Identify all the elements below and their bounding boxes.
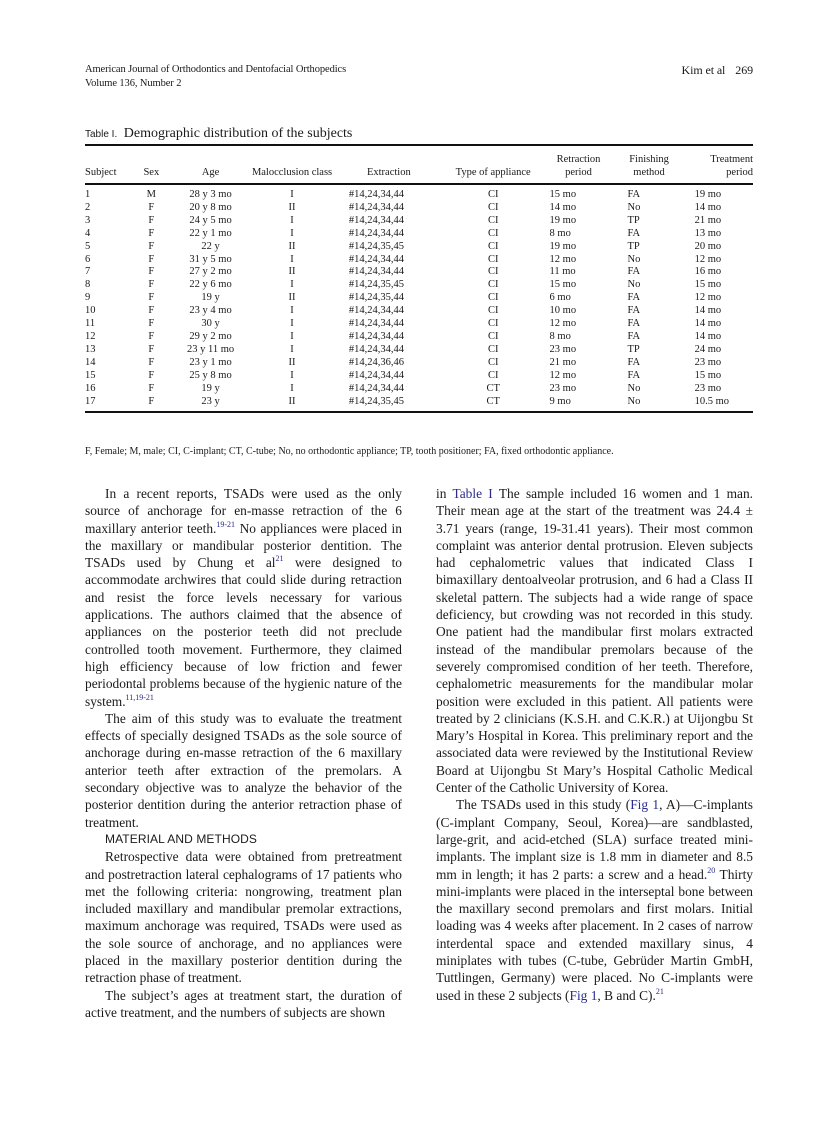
- cell-retraction-period: 12 mo: [549, 369, 577, 381]
- table-row: [85, 331, 753, 344]
- cell-malocclusion-class: II: [288, 266, 296, 278]
- cell-treatment-period: 13 mo: [694, 227, 722, 239]
- cell-age: 31 y 5 mo: [189, 253, 232, 265]
- page-number: 269: [735, 63, 753, 77]
- cell-age: 23 y 11 mo: [186, 343, 235, 355]
- cell-appliance-type: CI: [487, 292, 499, 304]
- cell-extraction: #14,24,35,44: [348, 292, 404, 304]
- cell-retraction-period: 15 mo: [549, 279, 577, 291]
- cell-sex: F: [148, 356, 155, 368]
- cell-age: 22 y: [201, 240, 220, 252]
- cell-malocclusion-class: I: [290, 227, 294, 239]
- cell-malocclusion-class: I: [290, 189, 294, 200]
- table-row: [85, 202, 753, 215]
- cell-subject: 9: [85, 292, 91, 304]
- cell-treatment-period: 19 mo: [694, 189, 722, 200]
- paragraph-tsads: [436, 796, 753, 1004]
- table-row: [85, 184, 753, 202]
- cell-appliance-type: CT: [486, 382, 500, 394]
- cell-treatment-period: 15 mo: [694, 369, 722, 381]
- table-row: [85, 228, 753, 241]
- cell-sex: F: [148, 266, 155, 278]
- cell-sex: F: [148, 201, 155, 213]
- cell-finishing-method: FA: [627, 330, 641, 342]
- cell-appliance-type: CI: [487, 330, 499, 342]
- cell-retraction-period: 14 mo: [549, 201, 577, 213]
- table-title: Demographic distribution of the subjects: [123, 126, 353, 141]
- table-header-row: [85, 145, 753, 184]
- text: in: [436, 486, 453, 501]
- cell-extraction: #14,24,34,44: [348, 201, 404, 213]
- running-head: [85, 63, 753, 91]
- table-body: [85, 184, 753, 412]
- cell-finishing-method: TP: [627, 240, 640, 252]
- cell-age: 29 y 2 mo: [189, 330, 232, 342]
- table-row: [85, 279, 753, 292]
- text: The sample included 16 women and 1 man. Their mean age at the start of the treatment was 24.4 ± 3.71 years (range, 19-31.41 years). Their most common complaint was anterior dental protrusion. Eleven subjects had cephalometric values that indicated Class I bimaxillary dentoalveolar protrusion, and 6 had a Class II skeletal pattern. The subjects had a wide range of space deficiency, but crowding was not recorded in this study. One patient had the mandibular first molars extracted instead of the mandibular premolars because of the severely compromised condition of her teeth. Therefore, cephalometric measurements for the mandibular molar position were excluded in this patient. All patients were treated by 2 clinicians (K.S.H. and C.K.R.) at Uijongbu St Mary’s Hospital in Korea. This preliminary report and the associated data were reviewed by the Institutional Review Board at Uijongbu St Mary’s Hospital Catholic Medical Center of the Catholic University of Korea.: [436, 486, 753, 796]
- citation[interactable]: 11,19-21: [125, 692, 154, 702]
- cell-finishing-method: No: [613, 396, 684, 413]
- cell-treatment-period: 14 mo: [694, 330, 722, 342]
- cell-age: 25 y 8 mo: [189, 369, 232, 381]
- cell-sex: F: [148, 253, 155, 265]
- citation[interactable]: 19-21: [216, 519, 236, 529]
- cell-sex: F: [148, 305, 155, 317]
- cell-sex: F: [148, 227, 155, 239]
- column-header-finishing-method: Finishing method: [613, 145, 684, 184]
- cell-subject: 1: [85, 189, 91, 200]
- cell-finishing-method: No: [627, 279, 641, 291]
- journal-name: American Journal of Orthodontics and Dentofacial Orthopedics: [85, 64, 347, 75]
- cell-finishing-method: No: [627, 201, 641, 213]
- cell-age: 19 y: [201, 292, 220, 304]
- cell-retraction-period: 6 mo: [549, 292, 571, 304]
- cell-extraction: #14,24,34,44: [348, 227, 404, 239]
- cell-subject: 12: [85, 330, 96, 342]
- cell-malocclusion-class: I: [290, 305, 294, 317]
- cell-sex: F: [148, 279, 155, 291]
- cell-malocclusion-class: II: [249, 396, 335, 413]
- cell-extraction: #14,24,34,44: [348, 382, 404, 394]
- cell-finishing-method: FA: [627, 356, 641, 368]
- cell-treatment-period: 23 mo: [694, 356, 722, 368]
- cell-appliance-type: CT: [443, 396, 544, 413]
- cell-malocclusion-class: I: [290, 279, 294, 291]
- cell-retraction-period: 12 mo: [549, 253, 577, 265]
- cell-extraction: #14,24,35,45: [335, 396, 443, 413]
- table-row: [85, 370, 753, 383]
- figure-link[interactable]: Fig 1: [569, 987, 598, 1003]
- cell-appliance-type: CI: [487, 318, 499, 330]
- cell-retraction-period: 8 mo: [549, 330, 571, 342]
- cell-subject: 16: [85, 382, 96, 394]
- cell-finishing-method: FA: [627, 227, 641, 239]
- cell-finishing-method: FA: [627, 189, 641, 200]
- cell-malocclusion-class: I: [290, 382, 294, 394]
- cell-appliance-type: CI: [487, 356, 499, 368]
- demographic-table: [85, 144, 753, 413]
- paragraph-sample: [436, 485, 753, 796]
- cell-sex: F: [148, 343, 155, 355]
- cell-appliance-type: CI: [487, 201, 499, 213]
- text: , B and C).: [597, 987, 656, 1003]
- cell-subject: 5: [85, 240, 91, 252]
- cell-malocclusion-class: I: [290, 343, 294, 355]
- table-row: [85, 344, 753, 357]
- cell-appliance-type: CI: [487, 214, 499, 226]
- cell-appliance-type: CI: [487, 279, 499, 291]
- table-row: [85, 305, 753, 318]
- authors: Kim et al: [681, 63, 726, 77]
- table-row: [85, 396, 753, 413]
- cell-finishing-method: FA: [627, 369, 641, 381]
- cell-sex: F: [148, 330, 155, 342]
- cell-subject: 13: [85, 343, 96, 355]
- cell-treatment-period: 16 mo: [694, 266, 722, 278]
- table-row: [85, 254, 753, 267]
- table-row: [85, 215, 753, 228]
- cell-malocclusion-class: I: [290, 369, 294, 381]
- cell-malocclusion-class: II: [288, 356, 296, 368]
- cell-subject: 11: [85, 318, 96, 330]
- column-header-treatment-period: Treatment period: [685, 145, 753, 184]
- cell-sex: M: [146, 189, 157, 200]
- cell-sex: F: [148, 369, 155, 381]
- cell-appliance-type: CI: [487, 189, 499, 200]
- cell-sex: F: [148, 318, 155, 330]
- cell-subject: 3: [85, 214, 91, 226]
- paragraph-subjects: The subject’s ages at treatment start, the duration of active treatment, and the numbers of subjects are shown: [85, 987, 402, 1020]
- cell-malocclusion-class: II: [288, 201, 296, 213]
- cell-subject: 15: [85, 369, 96, 381]
- cell-extraction: #14,24,34,44: [348, 266, 404, 278]
- column-header-subject: Subject: [85, 145, 131, 184]
- left-column: [85, 485, 402, 1021]
- cell-finishing-method: FA: [627, 318, 641, 330]
- cell-subject: 10: [85, 305, 96, 317]
- cell-extraction: #14,24,35,45: [348, 279, 404, 291]
- text: Thirty mini-implants were placed in the interseptal bone between the maxillary second premolars and first molars. Initial loading was 4 weeks after placement. In 2 cases of narrow interdental space and extended maxillary sinus, 4 miniplates with tubes (C-tube, Gebrüder Martin GmbH, Tuttlingen, Germany) were placed. No C-implants were used in these 2 subjects (: [436, 866, 754, 1003]
- cell-appliance-type: CI: [487, 227, 499, 239]
- cell-finishing-method: No: [627, 253, 641, 265]
- cell-age: 28 y 3 mo: [189, 189, 232, 200]
- text: were designed to accommodate archwires that could slide during retraction and resist the force levels necessary for various applications. The authors claimed that the absence of appliances on the posterior teeth did not preclude controlled tooth movement. Furthermore, they claimed high efficiency because of low friction and fewer periodontal problems because of the hygienic nature of the system.: [85, 555, 402, 709]
- cell-sex: F: [148, 240, 155, 252]
- cell-age: 23 y: [172, 396, 249, 413]
- text: In a recent reports, TSADs were used as the only source of anchorage for en-masse retraction of the 6 maxillary anterior teeth.: [85, 486, 402, 536]
- cell-subject: 6: [85, 253, 91, 265]
- column-header-age: Age: [172, 145, 249, 184]
- cell-treatment-period: 14 mo: [694, 305, 722, 317]
- cell-subject: 17: [85, 396, 131, 413]
- cell-treatment-period: 23 mo: [694, 382, 722, 394]
- cell-finishing-method: TP: [627, 214, 640, 226]
- page-info: [682, 63, 753, 77]
- cell-treatment-period: 12 mo: [694, 253, 722, 265]
- cell-treatment-period: 12 mo: [694, 292, 722, 304]
- cell-malocclusion-class: I: [290, 318, 294, 330]
- cell-malocclusion-class: II: [288, 240, 296, 252]
- cell-age: 22 y 6 mo: [189, 279, 232, 291]
- cell-retraction-period: 21 mo: [549, 356, 577, 368]
- cell-retraction-period: 12 mo: [549, 318, 577, 330]
- cell-treatment-period: 14 mo: [694, 201, 722, 213]
- cell-extraction: #14,24,34,44: [348, 318, 404, 330]
- cell-appliance-type: CI: [487, 240, 499, 252]
- text: , A)—C-implants (C-implant Company, Seoul, Korea)—are sandblasted, large-grit, and acid-etched (SLA) surface treated mini-implants. The implant size is 1.8 mm in diameter and 8.5 mm in length; it has 2 parts: a screw and a head.: [436, 797, 753, 882]
- cell-retraction-period: 8 mo: [549, 227, 571, 239]
- table-row: [85, 292, 753, 305]
- paragraph-aim: The aim of this study was to evaluate the treatment effects of specially designed TSADs as the sole source of anchorage during en-masse retraction of the 6 maxillary anterior teeth after extraction of the premolars. A secondary objective was to analyze the behavior of the posterior dentition during the anterior retraction phase of treatment.: [85, 710, 402, 830]
- cell-extraction: #14,24,34,44: [348, 253, 404, 265]
- cell-treatment-period: 10.5 mo: [685, 396, 753, 413]
- cell-sex: F: [148, 292, 155, 304]
- cell-extraction: #14,24,34,44: [348, 330, 404, 342]
- cell-finishing-method: No: [627, 382, 641, 394]
- paragraph-intro: [85, 485, 402, 710]
- cell-retraction-period: 23 mo: [549, 343, 577, 355]
- text: The TSADs used in this study (: [456, 797, 631, 813]
- cell-retraction-period: 10 mo: [549, 305, 577, 317]
- citation[interactable]: 21: [275, 554, 284, 564]
- cell-extraction: #14,24,35,45: [348, 240, 404, 252]
- cell-age: 27 y 2 mo: [189, 266, 232, 278]
- cell-sex: F: [131, 396, 172, 413]
- cell-appliance-type: CI: [487, 253, 499, 265]
- cell-age: 24 y 5 mo: [189, 214, 232, 226]
- cell-finishing-method: FA: [627, 305, 641, 317]
- cell-malocclusion-class: II: [288, 292, 296, 304]
- cell-age: 23 y 1 mo: [189, 356, 232, 368]
- table-link[interactable]: Table I: [452, 486, 493, 501]
- citation[interactable]: 20: [707, 865, 716, 875]
- cell-retraction-period: 19 mo: [549, 240, 577, 252]
- table-row: [85, 241, 753, 254]
- citation[interactable]: 21: [655, 986, 664, 996]
- cell-retraction-period: 19 mo: [549, 214, 577, 226]
- cell-sex: F: [148, 382, 155, 394]
- column-header-appliance-type: Type of appliance: [443, 145, 544, 184]
- cell-malocclusion-class: I: [290, 253, 294, 265]
- journal-volume: Volume 136, Number 2: [85, 78, 182, 89]
- cell-extraction: #14,24,34,44: [348, 189, 404, 200]
- cell-retraction-period: 23 mo: [549, 382, 577, 394]
- cell-subject: 14: [85, 356, 96, 368]
- cell-subject: 2: [85, 201, 91, 213]
- text: No appliances were placed in the maxillary or mandibular posterior dentition. The TSADs used by Chung et al: [85, 520, 402, 571]
- cell-treatment-period: 24 mo: [694, 343, 722, 355]
- cell-treatment-period: 20 mo: [694, 240, 722, 252]
- cell-age: 19 y: [201, 382, 220, 394]
- cell-age: 20 y 8 mo: [189, 201, 232, 213]
- cell-age: 23 y 4 mo: [189, 305, 232, 317]
- cell-malocclusion-class: I: [290, 330, 294, 342]
- cell-appliance-type: CI: [487, 369, 499, 381]
- cell-extraction: #14,24,36,46: [348, 356, 404, 368]
- cell-retraction-period: 9 mo: [544, 396, 614, 413]
- column-header-sex: Sex: [131, 145, 172, 184]
- column-header-retraction-period: Retraction period: [544, 145, 614, 184]
- cell-retraction-period: 11 mo: [549, 266, 576, 278]
- cell-treatment-period: 15 mo: [694, 279, 722, 291]
- cell-extraction: #14,24,34,44: [348, 369, 404, 381]
- cell-subject: 8: [85, 279, 91, 291]
- table-label: Table I.: [85, 129, 118, 140]
- table-caption: [85, 126, 352, 142]
- cell-retraction-period: 15 mo: [549, 189, 577, 200]
- figure-link[interactable]: Fig 1: [630, 797, 660, 813]
- cell-finishing-method: FA: [627, 292, 641, 304]
- cell-extraction: #14,24,34,44: [348, 214, 404, 226]
- right-column: [436, 485, 753, 1004]
- cell-extraction: #14,24,34,44: [348, 343, 404, 355]
- cell-subject: 7: [85, 266, 91, 278]
- section-heading-methods: MATERIAL AND METHODS: [105, 831, 258, 846]
- cell-appliance-type: CI: [487, 305, 499, 317]
- column-header-extraction: Extraction: [335, 145, 443, 184]
- table-row: [85, 383, 753, 396]
- cell-finishing-method: FA: [627, 266, 641, 278]
- cell-finishing-method: TP: [627, 343, 640, 355]
- cell-age: 22 y 1 mo: [189, 227, 232, 239]
- table-row: [85, 266, 753, 279]
- cell-age: 30 y: [201, 318, 220, 330]
- paragraph-methods: Retrospective data were obtained from pretreatment and postretraction lateral cephalograms of 17 patients who met the following criteria: nongrowing, treatment plan included maxillary and mandibular premolar extractions, maximum anchorage was required, TSADs were used as the sole source of anchorage, and no appliances were placed in the maxillary posterior dentition during the retraction phase of treatment.: [85, 849, 402, 986]
- cell-treatment-period: 14 mo: [694, 318, 722, 330]
- cell-malocclusion-class: I: [290, 214, 294, 226]
- cell-subject: 4: [85, 227, 91, 239]
- table-footnote: F, Female; M, male; CI, C-implant; CT, C-tube; No, no orthodontic appliance; TP, tooth positioner; FA, fixed orthodontic appliance.: [85, 446, 614, 457]
- cell-appliance-type: CI: [487, 343, 499, 355]
- cell-sex: F: [148, 214, 155, 226]
- cell-extraction: #14,24,34,44: [348, 305, 404, 317]
- cell-treatment-period: 21 mo: [694, 214, 722, 226]
- table-row: [85, 357, 753, 370]
- cell-appliance-type: CI: [487, 266, 499, 278]
- table-row: [85, 318, 753, 331]
- column-header-malocclusion-class: Malocclusion class: [249, 145, 335, 184]
